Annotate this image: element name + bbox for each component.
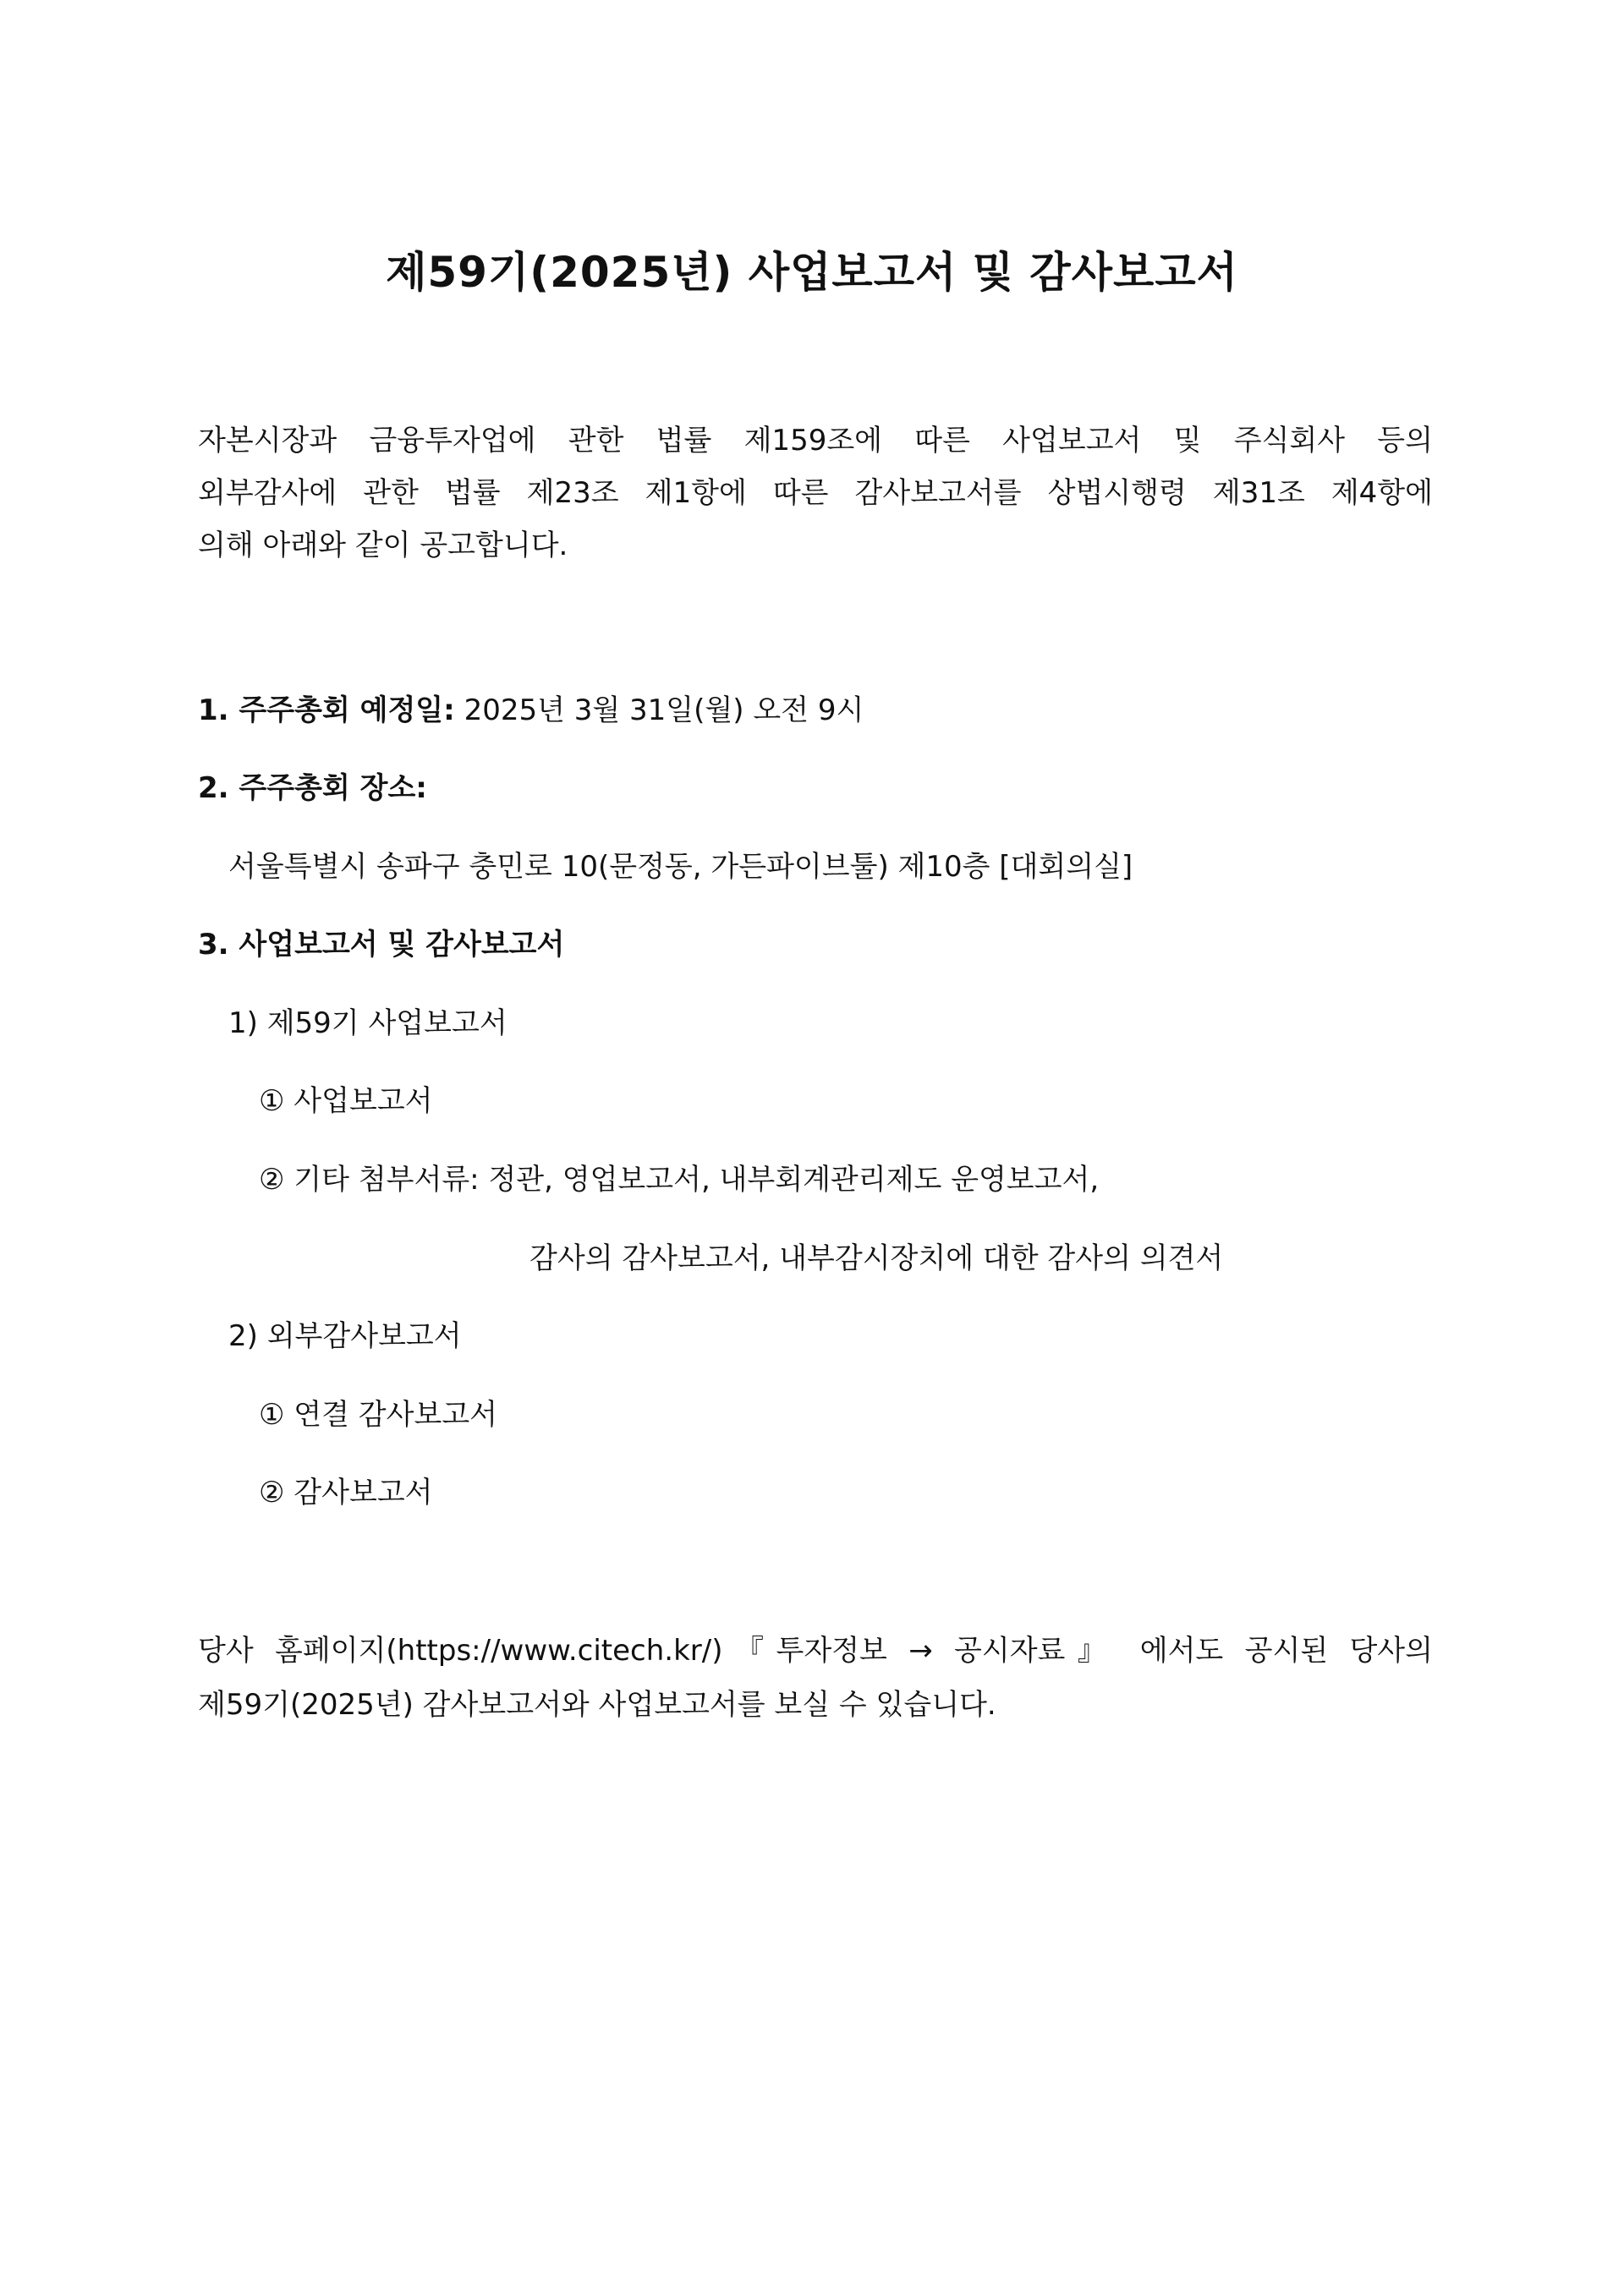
audit-report-item-1: ① 연결 감사보고서 [259, 1398, 498, 1432]
reports-row [198, 924, 564, 965]
meeting-date-label: 1. 주주총회 예정일: [198, 693, 455, 727]
business-report-item-2: ② 기타 첨부서류: 정관, 영업보고서, 내부회계관리제도 운영보고서, [259, 1163, 1100, 1197]
reports-label: 3. 사업보고서 및 감사보고서 [198, 928, 565, 962]
intro-paragraph [198, 414, 1433, 572]
intro-line-2: 외부감사에 관한 법률 제23조 제1항에 따른 감사보고서를 상법시행령 제31조 제4항에 [198, 476, 1433, 510]
document-title: 제59기(2025년) 사업보고서 및 감사보고서 [386, 248, 1238, 297]
closing-line-1: 당사 홈페이지(https://www.citech.kr/)『투자정보 → 공시자료』 에서도 공시된 당사의 [198, 1634, 1433, 1668]
audit-report-item-2: ② 감사보고서 [259, 1476, 433, 1510]
business-report-item-1: ① 사업보고서 [259, 1084, 433, 1118]
meeting-place-value: 서울특별시 송파구 충민로 10(문정동, 가든파이브툴) 제10층 [대회의실] [228, 850, 1133, 884]
intro-line-1: 자본시장과 금융투자업에 관한 법률 제159조에 따른 사업보고서 및 주식회사 등의 [198, 424, 1433, 458]
meeting-place-label: 2. 주주총회 장소: [198, 771, 427, 805]
meeting-date-value: 2025년 3월 31일(월) 오전 9시 [454, 693, 864, 727]
audit-report-heading: 2) 외부감사보고서 [228, 1319, 462, 1353]
closing-line-2: 제59기(2025년) 감사보고서와 사업보고서를 보실 수 있습니다. [198, 1688, 996, 1722]
business-report-item-2-continued: 감사의 감사보고서, 내부감시장치에 대한 감사의 의견서 [529, 1241, 1224, 1275]
business-report-heading: 1) 제59기 사업보고서 [228, 1006, 508, 1040]
intro-line-3: 의해 아래와 같이 공고합니다. [198, 529, 568, 562]
meeting-date-row [198, 690, 864, 731]
meeting-place-row [198, 768, 427, 808]
closing-paragraph [198, 1624, 1433, 1732]
